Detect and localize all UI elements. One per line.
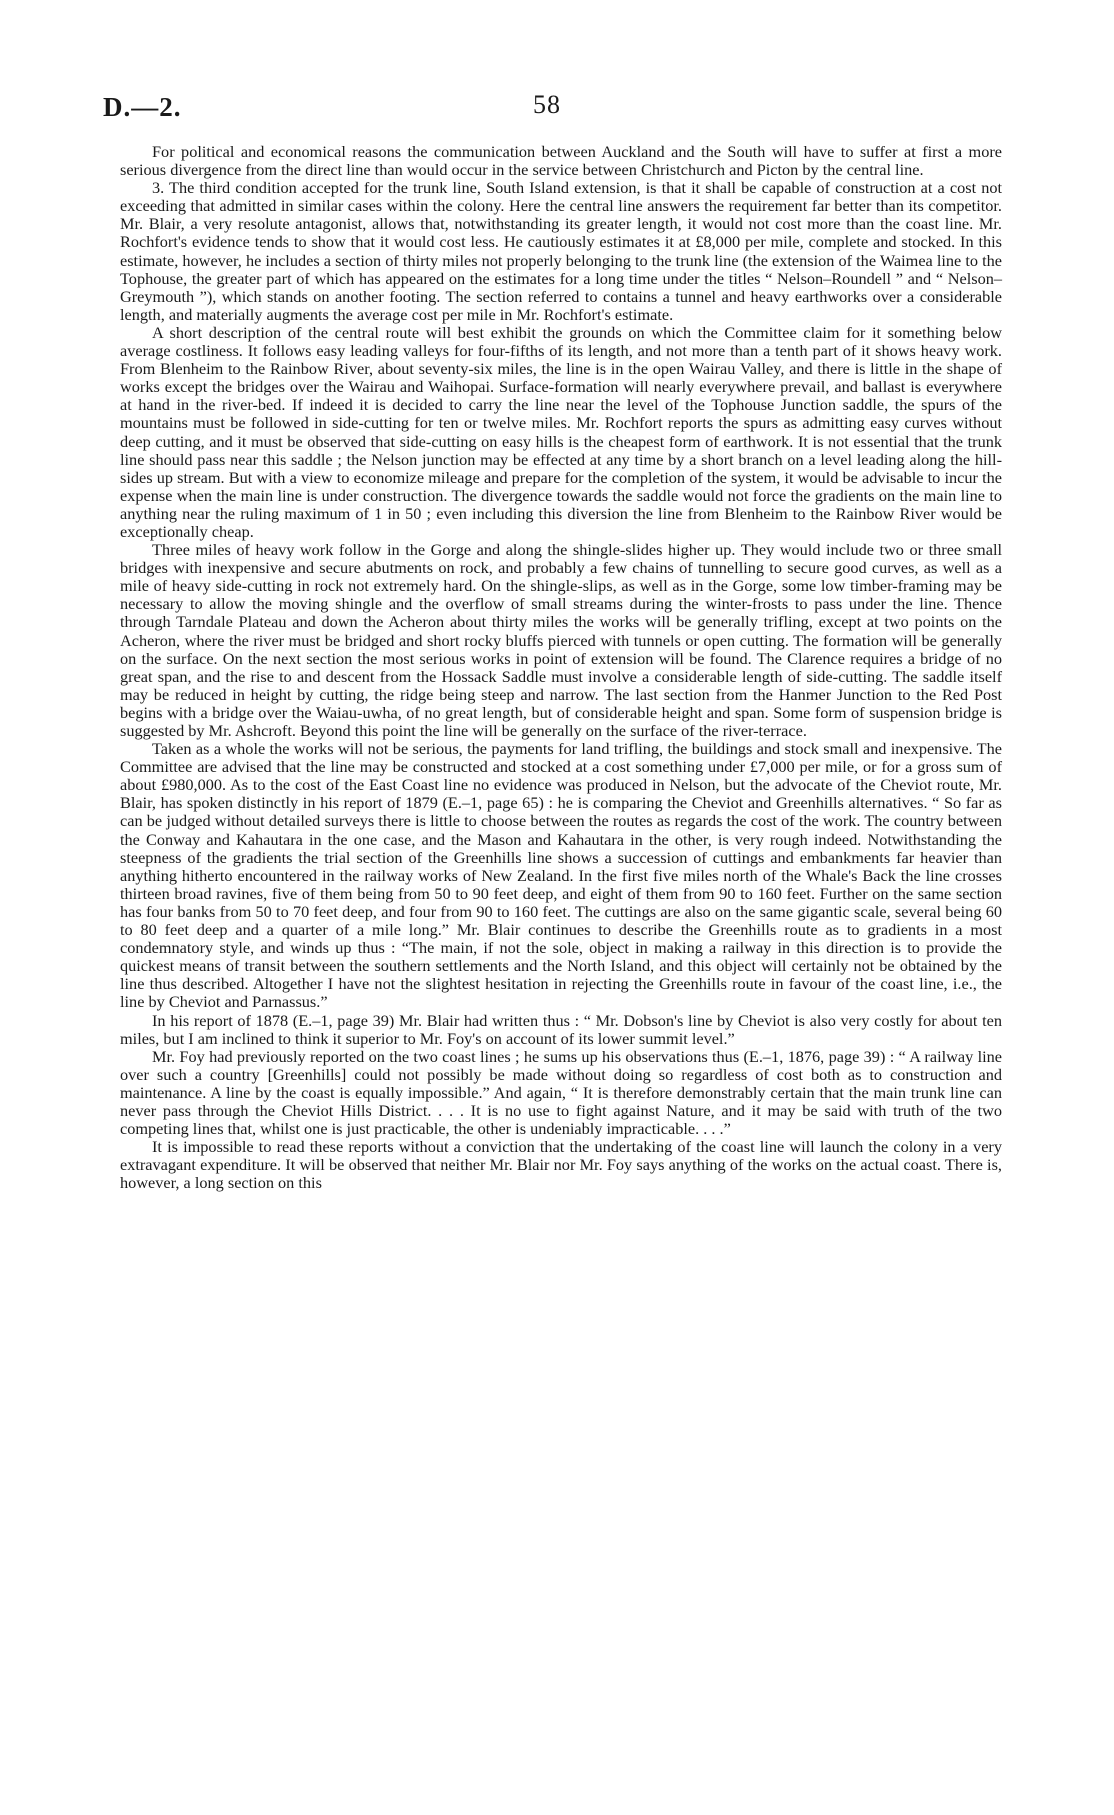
paragraph-third-condition: 3. The third condition accepted for the trunk line, South Island extension, is that it shall be capable of construction at a cost not exceeding that admitted in similar cases within the colony. Here the central line answers the requirement far better than its competitor. Mr. Blair, a very resolute antagonist, allows that, notwithstanding its greater length, it would not cost more than the coast line. Mr. Rochfort's evidence tends to show that it would cost less. He cautiously estimates it at £8,000 per mile, complete and stocked. In this estimate, however, he includes a section of thirty miles not properly belonging to the trunk line (the extension of the Waimea line to the Tophouse, the greater part of which has appeared on the estimates for a long time under the titles “ Nelson–Roundell ” and “ Nelson–Greymouth ”), which stands on another footing. The section referred to contains a tunnel and heavy earthworks over a considerable length, and materially augments the average cost per mile in Mr. Rochfort's estimate. [120, 178, 1002, 324]
body-text [120, 143, 1002, 1192]
paragraph-communication: For political and economical reasons the communication between Auckland and the South will have to suffer at first a more serious divergence from the direct line than would occur in the service between Christchurch and Picton by the central line. [120, 142, 1002, 180]
paragraph-central-route: A short description of the central route will best exhibit the grounds on which the Committee claim for it something below average costliness. It follows easy leading valleys for four-fifths of its length, and not more than a tenth part of it shows heavy work. From Blenheim to the Rainbow River, about seventy-six miles, the line is in the open Wairau Valley, and there is little in the shape of works except the bridges over the Wairau and Waihopai. Surface-formation will nearly everywhere prevail, and ballast is everywhere at hand in the river-bed. If indeed it is decided to carry the line near the level of the Tophouse Junction saddle, the spurs of the mountains must be followed in side-cutting for ten or twelve miles. Mr. Rochfort reports the spurs as admitting easy curves without deep cutting, and it must be observed that side-cutting on easy hills is the cheapest form of earthwork. It is not essential that the trunk line should pass near this saddle ; the Nelson junction may be effected at any time by a short branch on a level leading along the hill-sides up stream. But with a view to economize mileage and prepare for the completion of the system, it would be advisable to incur the expense when the main line is under construction. The divergence towards the saddle would not force the gradients on the main line to anything near the ruling maximum of 1 in 50 ; even including this diversion the line from Blenheim to the Rainbow River would be exceptionally cheap. [120, 322, 1002, 541]
paragraph-report-1878: In his report of 1878 (E.–1, page 39) Mr. Blair had written thus : “ Mr. Dobson's line by Cheviot is also very costly for about ten miles, but I am inclined to think it superior to Mr. Foy's on account of its lower summit level.” [120, 1010, 1002, 1048]
paragraph-works-whole: Taken as a whole the works will not be serious, the payments for land trifling, the buildings and stock small and inexpensive. The Committee are advised that the line may be constructed and stocked at a cost something under £7,000 per mile, or for a gross sum of about £980,000. As to the cost of the East Coast line no evidence was produced in Nelson, but the advocate of the Cheviot route, Mr. Blair, has spoken distinctly in his report of 1879 (E.–1, page 65) : he is comparing the Cheviot and Greenhills alternatives. “ So far as can be judged without detailed surveys there is little to choose between the routes as regards the cost of the work. The country between the Conway and Kahautara in the one case, and the Mason and Kahautara in the other, is very rough indeed. Notwithstanding the steepness of the gradients the trial section of the Greenhills line shows a succession of cuttings and embankments far heavier than anything hitherto encountered in the railway works of New Zealand. In the first five miles north of the Whale's Back the line crosses thirteen broad ravines, five of them being from 50 to 90 feet deep, and eight of them from 90 to 160 feet. Further on the same section has four banks from 50 to 70 feet deep, and four from 90 to 160 feet. The cuttings are also on the same gigantic scale, several being 60 to 80 feet deep and a quarter of a mile long.” Mr. Blair continues to describe the Greenhills route as to gradients in a most condemnatory style, and winds up thus : “The main, if not the sole, object in making a railway in this direction is to provide the quickest means of transit between the southern settlements and the North Island, and this object will certainly not be obtained by the line thus described. Altogether I have not the slightest hesitation in rejecting the Greenhills route in favour of the coast line, i.e., the line by Cheviot and Parnassus.” [120, 739, 1002, 1012]
page-number: 58 [533, 90, 561, 119]
page-header [0, 90, 1114, 130]
document-reference: D.—2. [103, 92, 182, 122]
paragraph-conclusion: It is impossible to read these reports without a conviction that the undertaking of the coast line will launch the colony in a very extravagant expenditure. It will be observed that neither Mr. Blair nor Mr. Foy says anything of the works on the actual coast. There is, however, a long section on this [120, 1137, 1002, 1193]
paragraph-heavy-work: Three miles of heavy work follow in the Gorge and along the shingle-slides higher up. They would include two or three small bridges with inexpensive and secure abutments on rock, and probably a few chains of tunnelling to secure good curves, as well as a mile of heavy side-cutting in rock not extremely hard. On the shingle-slips, as well as in the Gorge, some low timber-framing may be necessary to allow the moving shingle and the overflow of small streams during the winter-frosts to pass under the line. Thence through Tarndale Plateau and down the Acheron about thirty miles the works will be generally trifling, except at two points on the Acheron, where the river must be bridged and short rocky bluffs pierced with tunnels or open cutting. The formation will be generally on the surface. On the next section the most serious works in point of extension will be found. The Clarence requires a bridge of no great span, and the rise to and descent from the Hossack Saddle must involve a considerable length of side-cutting. The saddle itself may be reduced in height by cutting, the ridge being steep and narrow. The last section from the Hanmer Junction to the Red Post begins with a bridge over the Waiau-uwha, of no great length, but of considerable height and span. Some form of suspension bridge is suggested by Mr. Ashcroft. Beyond this point the line will be generally on the surface of the river-terrace. [120, 540, 1002, 740]
paragraph-mr-foy: Mr. Foy had previously reported on the two coast lines ; he sums up his observations thus (E.–1, 1876, page 39) : “ A railway line over such a country [Greenhills] could not possibly be made without doing so regardless of cost both as to construction and maintenance. A line by the coast is equally impossible.” And again, “ It is therefore demonstrably certain that the main trunk line can never pass through the Cheviot Hills District. . . . It is no use to fight against Nature, and it may be said with truth of the two competing lines that, whilst one is just practicable, the other is undeniably impracticable. . . .” [120, 1046, 1002, 1139]
